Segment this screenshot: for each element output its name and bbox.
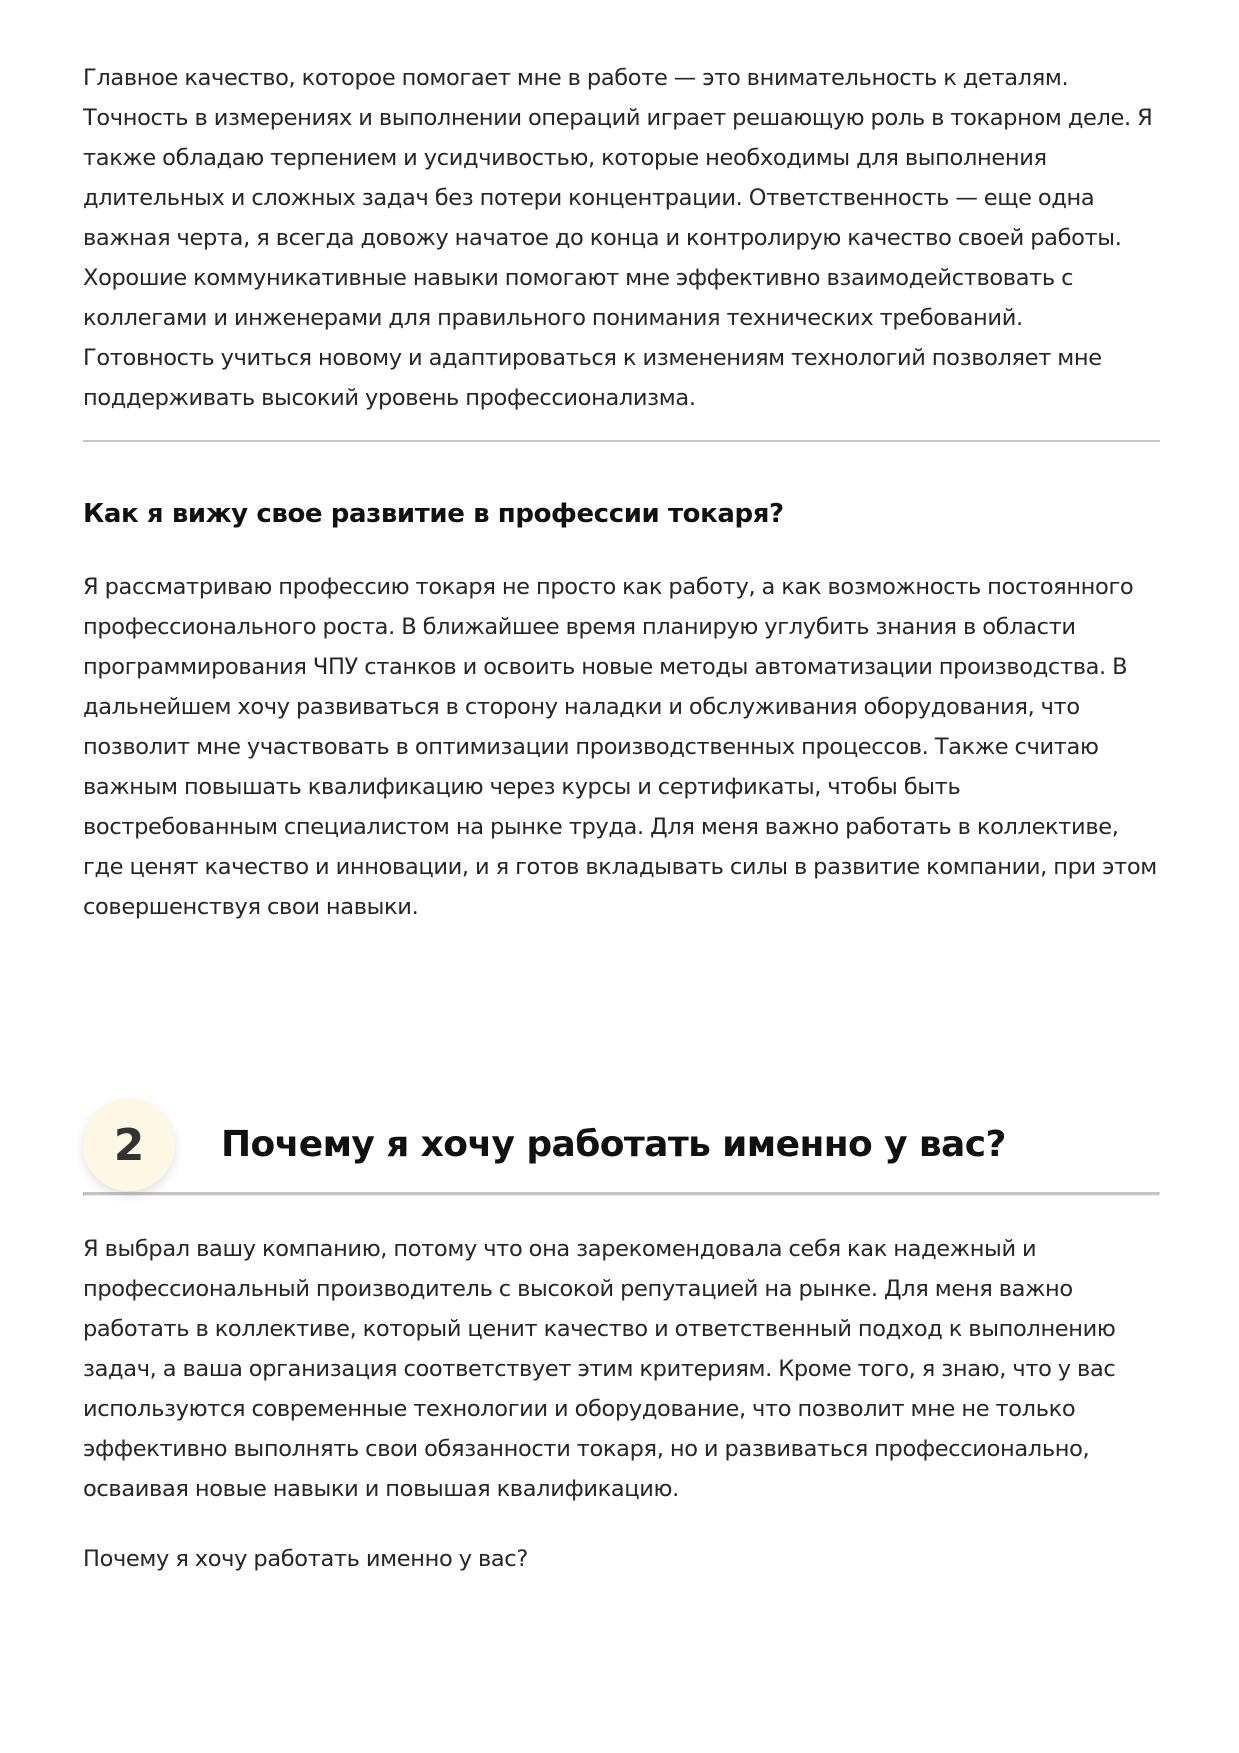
section-2-title: Почему я хочу работать именно у вас? bbox=[221, 1124, 1006, 1165]
section-2-trailing-line: Почему я хочу работать именно у вас? bbox=[83, 1546, 528, 1572]
section-2-paragraph: Я выбрал вашу компанию, потому что она зарекомендовала себя как надежный и профессиональный производитель с высокой репутацией на рынке. Для меня важно работать в коллективе, который ценит качество и ответственный подход к выполнению задач, а ваша организация соответствует этим критериям. Кроме того, я знаю, что у вас используются современные технологии и оборудование, что позволит мне не только эффективно выполнять свои обязанности токаря, но и развиваться профессионально, осваивая новые навыки и повышая квалификацию. bbox=[83, 1236, 1116, 1502]
section-2-header bbox=[83, 1099, 1160, 1189]
section-number-badge: 2 bbox=[83, 1099, 175, 1191]
development-heading: Как я вижу свое развитие в профессии токаря? bbox=[83, 499, 784, 529]
document-page bbox=[83, 58, 1160, 1579]
intro-paragraph: Главное качество, которое помогает мне в работе — это внимательность к деталям. Точность в измерениях и выполнении операций играет решающую роль в токарном деле. Я также обладаю терпением и усидчивостью, которые необходимы для выполнения длительных и сложных задач без потери концентрации. Ответственность — еще одна важная черта, я всегда довожу начатое до конца и контролирую качество своей работы. Хорошие коммуникативные навыки помогают мне эффективно взаимодействовать с коллегами и инженерами для правильного понимания технических требований. Готовность учиться новому и адаптироваться к изменениям технологий позволяет мне поддерживать высокий уровень профессионализма. bbox=[83, 65, 1153, 411]
development-paragraph: Я рассматриваю профессию токаря не просто как работу, а как возможность постоянного профессионального роста. В ближайшее время планирую углубить знания в области программирования ЧПУ станков и освоить новые методы автоматизации производства. В дальнейшем хочу развиваться в сторону наладки и обслуживания оборудования, что позволит мне участвовать в оптимизации производственных процессов. Также считаю важным повышать квалификацию через курсы и сертификаты, чтобы быть востребованным специалистом на рынке труда. Для меня важно работать в коллективе, где ценят качество и инновации, и я готов вкладывать силы в развитие компании, при этом совершенствуя свои навыки. bbox=[83, 574, 1157, 920]
